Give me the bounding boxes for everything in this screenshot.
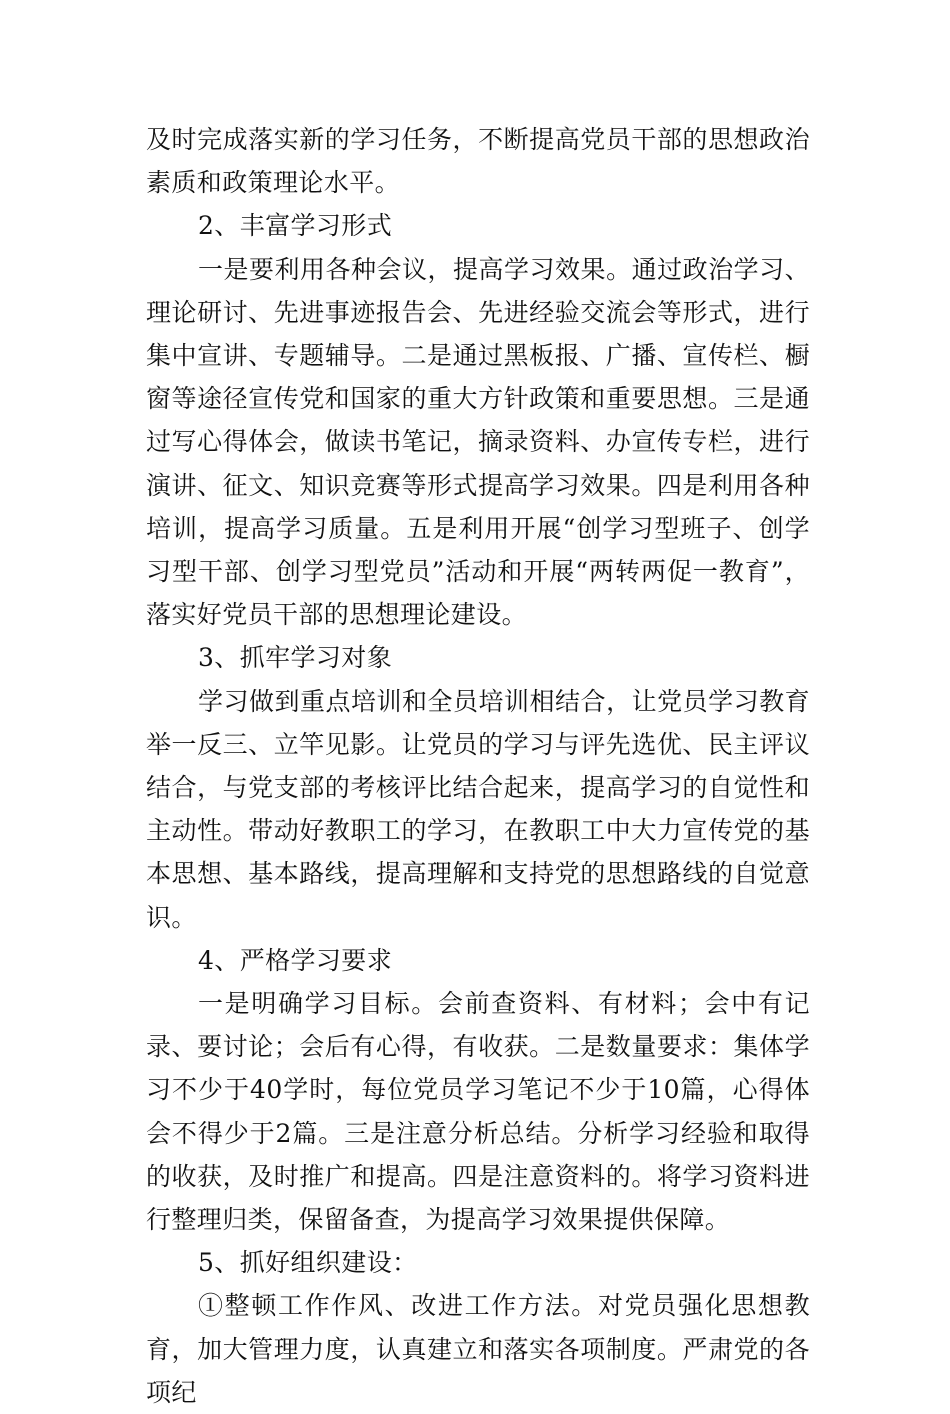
- paragraph-study-requirements: 一是明确学习目标。会前查资料、有材料；会中有记录、要讨论；会后有心得，有收获。二是数量要求：集体学习不少于40学时，每位党员学习笔记不少于10篇，心得体会不得少于2篇。三是注意分析总结。分析学习经验和取得的收获，及时推广和提高。四是注意资料的。将学习资料进行整理归类，保留备查，为提高学习效果提供保障。: [146, 989, 810, 1235]
- heading-enrich-study-forms: 2、丰富学习形式: [198, 211, 393, 241]
- paragraph-continuation: 及时完成落实新的学习任务，不断提高党员干部的思想政治素质和政策理论水平。: [146, 125, 810, 198]
- heading-study-targets: 3、抓牢学习对象: [198, 643, 393, 673]
- paragraph-study-targets: 学习做到重点培训和全员培训相结合，让党员学习教育举一反三、立竿见影。让党员的学习与评先选优、民主评议结合，与党支部的考核评比结合起来，提高学习的自觉性和主动性。带动好教职工的学习，在教职工中大力宣传党的基本思想、基本路线，提高理解和支持党的思想路线的自觉意识。: [146, 686, 810, 932]
- document-body: [146, 118, 810, 1414]
- heading-study-requirements: 4、严格学习要求: [198, 945, 393, 975]
- paragraph-work-style: ①整顿工作作风、改进工作方法。对党员强化思想教育，加大管理力度，认真建立和落实各项制度。严肃党的各项纪: [146, 1291, 810, 1407]
- paragraph-study-forms: 一是要利用各种会议，提高学习效果。通过政治学习、理论研讨、先进事迹报告会、先进经验交流会等形式，进行集中宣讲、专题辅导。二是通过黑板报、广播、宣传栏、橱窗等途径宣传党和国家的重大方针政策和重要思想。三是通过写心得体会，做读书笔记，摘录资料、办宣传专栏，进行演讲、征文、知识竞赛等形式提高学习效果。四是利用各种培训，提高学习质量。五是利用开展“创学习型班子、创学习型干部、创学习型党员”活动和开展“两转两促一教育”，落实好党员干部的思想理论建设。: [146, 254, 810, 630]
- heading-organization-building: 5、抓好组织建设：: [198, 1248, 418, 1278]
